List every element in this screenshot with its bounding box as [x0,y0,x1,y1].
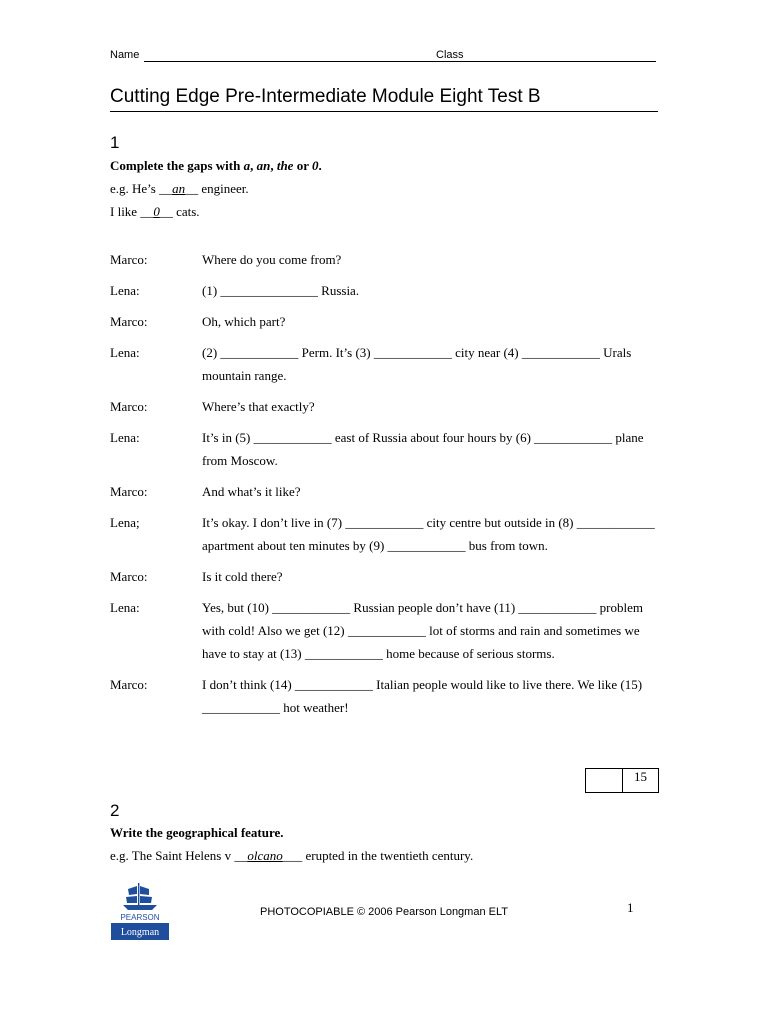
dialogue-line [110,480,670,503]
line-text: It’s in (5) ____________ east of Russia about four hours by (6) ____________ plane from Moscow. [202,430,644,468]
section-2-instruction: Write the geographical feature. [110,825,284,840]
logo-bottom-text: Longman [120,927,160,938]
speaker: Lena; [110,515,140,530]
dialogue-line [110,673,670,719]
dialogue-line [110,395,670,418]
line-text: Yes, but (10) ____________ Russian people don’t have (11) ____________ problem with cold! Also we get (12) ____________ lot of storms and rain and sometimes we have to stay at (13) ____________ home because of serious storms. [202,600,644,661]
name-class-header [110,47,658,67]
example-1: e.g. He’s __an__ engineer. [110,181,249,196]
dialogue-line [110,248,670,271]
section-2-example-answer: olcano [247,848,283,863]
line-text: (1) _______________ Russia. [202,283,360,298]
speaker: Marco: [110,314,148,329]
speaker: Lena: [110,430,140,445]
name-blank-line [144,61,521,62]
speaker: Marco: [110,569,148,584]
dialogue-line [110,310,670,333]
name-label: Name [110,49,140,61]
line-text: Is it cold there? [202,569,283,584]
logo-top-text: PEARSON [120,913,160,922]
footer-copyright: PHOTOCOPIABLE © 2006 Pearson Longman ELT [260,906,508,918]
dialogue-line [110,426,670,472]
example-1-answer: an [172,181,186,196]
line-text: I don’t think (14) ____________ Italian people would like to live there. We like (15) ____________ hot weather! [202,677,643,715]
speaker: Marco: [110,677,148,692]
line-text: Where do you come from? [202,252,342,267]
page-title: Cutting Edge Pre-Intermediate Module Eight Test B [110,86,658,112]
dialogue [110,248,670,727]
page-number: 1 [627,900,634,915]
dialogue-line [110,279,670,302]
score-input-cell[interactable] [586,769,623,792]
class-blank-line [468,61,656,62]
speaker: Marco: [110,252,148,267]
line-text: It’s okay. I don’t live in (7) ____________ city centre but outside in (8) ____________ apartment about ten minutes by (9) ____________ bus from town. [202,515,655,553]
section-1-instruction: Complete the gaps with a, an, the or 0. [110,158,322,173]
class-label: Class [436,49,464,61]
example-2-answer: 0 [153,204,160,219]
line-text: Where’s that exactly? [202,399,315,414]
line-text: (2) ____________ Perm. It’s (3) ____________ city near (4) ____________ Urals mountain range. [202,345,632,383]
speaker: Marco: [110,484,148,499]
example-2: I like __0__ cats. [110,204,200,219]
speaker: Lena: [110,345,140,360]
speaker: Lena: [110,283,140,298]
score-total: 15 [634,769,647,784]
section-2-example: e.g. The Saint Helens v __olcano___ erupted in the twentieth century. [110,848,474,863]
dialogue-line [110,565,670,588]
score-box [585,768,659,793]
line-text: And what’s it like? [202,484,301,499]
dialogue-line [110,341,670,387]
section-2-number: 2 [110,801,120,820]
section-1-number: 1 [110,133,120,152]
line-text: Oh, which part? [202,314,286,329]
speaker: Lena: [110,600,140,615]
dialogue-line [110,511,670,557]
dialogue-line [110,596,670,665]
speaker: Marco: [110,399,148,414]
